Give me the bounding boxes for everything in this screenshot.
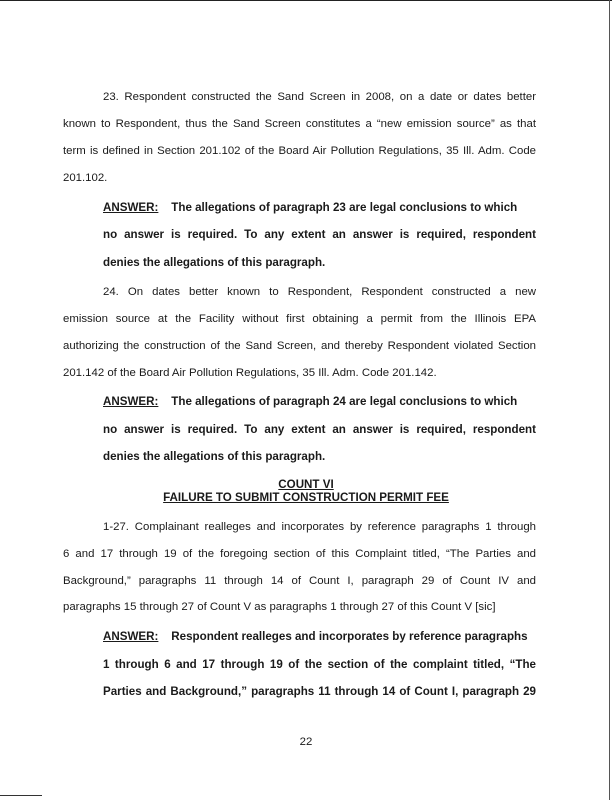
answer23-line2: no answer is required. To any extent an answer is required, respondent <box>103 228 536 241</box>
page-top-border <box>0 0 612 1</box>
answer127-line1: ANSWER: Respondent realleges and incorporates by reference paragraphs <box>103 630 528 643</box>
answer127-line2: 1 through 6 and 17 through 19 of the section of the complaint titled, “The <box>103 658 536 671</box>
para127-line1: 1-27. Complainant realleges and incorporates by reference paragraphs 1 through <box>103 521 536 533</box>
answer23-line3: denies the allegations of this paragraph. <box>103 256 326 269</box>
para23-line2: known to Respondent, thus the Sand Screen constitutes a “new emission source” as that <box>63 118 536 130</box>
answer-label: ANSWER: <box>103 201 159 214</box>
answer24-line1: ANSWER: The allegations of paragraph 24 are legal conclusions to which <box>103 395 518 408</box>
para24-line3: authorizing the construction of the Sand Screen, and thereby Respondent violated Section <box>63 340 536 352</box>
answer-label: ANSWER: <box>103 630 159 643</box>
para127-line3: Background,” paragraphs 11 through 14 of Count I, paragraph 29 of Count IV and <box>63 575 536 587</box>
answer24-line2: no answer is required. To any extent an answer is required, respondent <box>103 423 536 436</box>
para24-line1: 24. On dates better known to Respondent, Respondent constructed a new <box>103 286 536 298</box>
para23-line1: 23. Respondent constructed the Sand Screen in 2008, on a date or dates better <box>103 91 536 103</box>
page-bottom-mark <box>0 795 42 796</box>
count-subtitle: FAILURE TO SUBMIT CONSTRUCTION PERMIT FEE <box>163 491 449 504</box>
para23-line4: 201.102. <box>63 172 108 184</box>
page-number: 22 <box>299 736 313 748</box>
para24-line4: 201.142 of the Board Air Pollution Regulations, 35 Ill. Adm. Code 201.142. <box>63 367 437 379</box>
count-title: COUNT VI <box>278 478 334 491</box>
para23-line3: term is defined in Section 201.102 of the Board Air Pollution Regulations, 35 Ill. Adm. Code <box>63 145 536 157</box>
answer24-line3: denies the allegations of this paragraph. <box>103 450 326 463</box>
answer127-line3: Parties and Background,” paragraphs 11 through 14 of Count I, paragraph 29 <box>103 685 536 698</box>
answer-label: ANSWER: <box>103 395 159 408</box>
para127-line2: 6 and 17 through 19 of the foregoing section of this Complaint titled, “The Parties and <box>63 548 536 560</box>
para127-line4: paragraphs 15 through 27 of Count V as paragraphs 1 through 27 of this Count V [sic] <box>63 601 496 613</box>
answer23-line1: ANSWER: The allegations of paragraph 23 are legal conclusions to which <box>103 201 518 214</box>
page-right-border <box>609 0 610 800</box>
para24-line2: emission source at the Facility without first obtaining a permit from the Illinois EPA <box>63 313 536 325</box>
